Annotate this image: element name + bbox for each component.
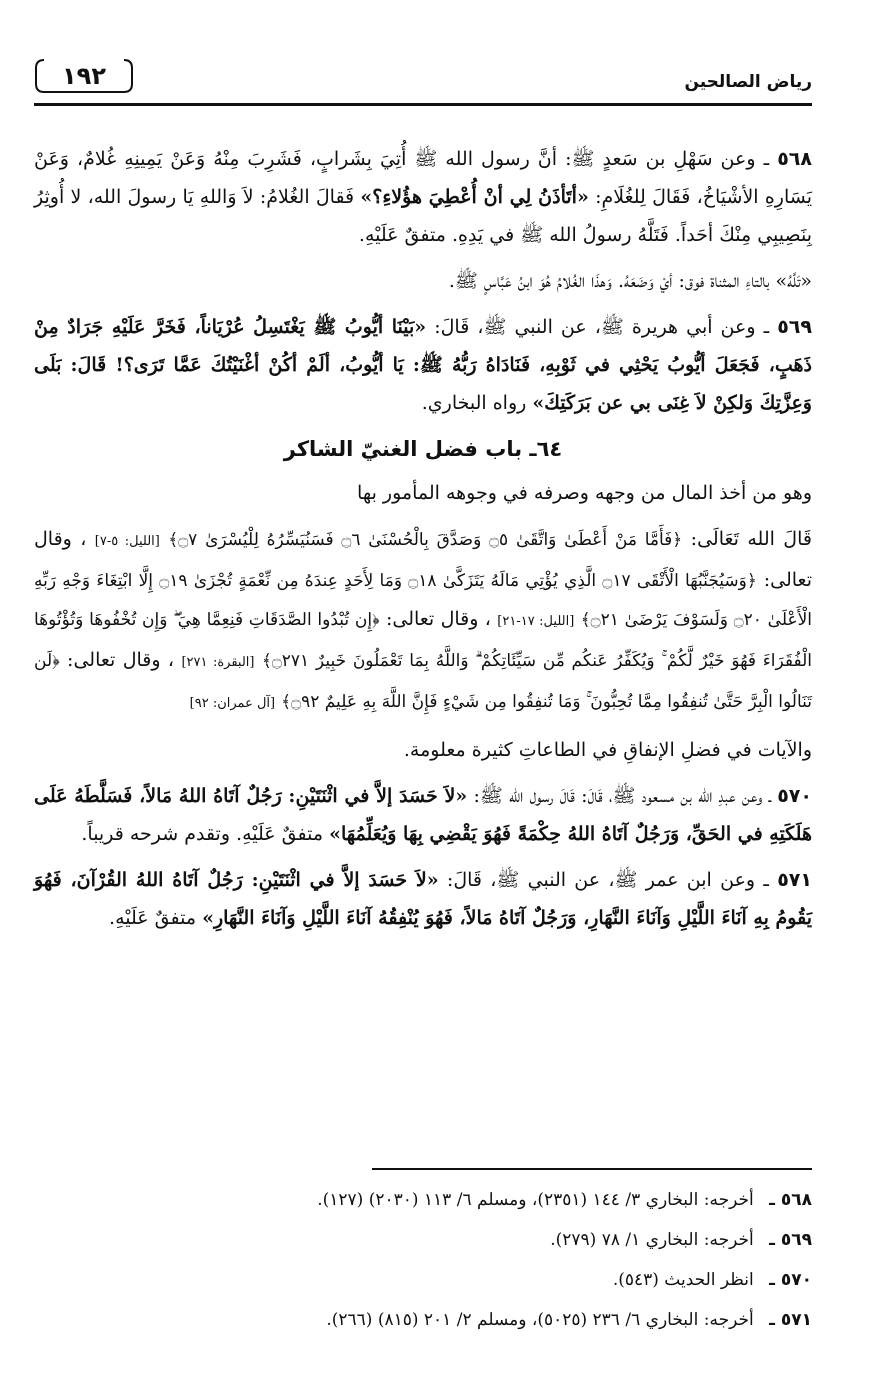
- page-number: ١٩٢: [62, 62, 106, 90]
- quran-verses: [34, 520, 812, 723]
- hadith-text: ـ وعن أبي هريرة ﷺ، عن النبي ﷺ، قَالَ:: [426, 316, 770, 338]
- footnote-number: ٥٦٩ ـ: [769, 1230, 812, 1250]
- hadith-569: [34, 308, 812, 422]
- hadith-570: [34, 777, 812, 853]
- verse-3: ﴿إِن تُبْدُوا الصَّدَقَاتِ فَنِعِمَّا هِيَ ۖ وَإِن تُخْفُوهَا وَتُؤْتُوهَا الْفُقَرَاءَ فَهُوَ خَيْرٌ لَّكُمْ ۚ وَيُكَفِّرُ عَنكُم مِّن سَيِّئَاتِكُمْ ۗ وَاللَّهُ بِمَا تَعْمَلُونَ خَبِيرٌ ۝٢٧١﴾: [34, 610, 813, 671]
- hadith-quote: «بَيْنَا أيُّوبُ ﷺ يَغْتَسِلُ عُرْيَاناً، فَخَرَّ عَلَيْهِ جَرَادٌ مِنْ ذَهَبٍ، فَجَعَلَ أيُّوبُ يَحْثِي في ثَوْبِهِ، فَنَادَاهُ رَبُّهُ ﷺ: يَا أيُّوبُ، ألَمْ أكُنْ أغْنَيْتُكَ عَمَّا تَرَى؟! قَالَ: بَلَى وَعِزَّتِكَ وَلكِنْ لاَ غِنَى بي عن بَرَكَتِكَ»: [34, 316, 812, 414]
- page-header: [34, 58, 812, 102]
- verses-closing: والآيات في فضلِ الإنفاقِ في الطاعاتِ كثيرة معلومة.: [403, 739, 812, 761]
- footnotes: [34, 1180, 812, 1340]
- hadith-text-end: رواه البخاري.: [421, 392, 527, 414]
- verse-intro: قَالَ الله تَعَالَى:: [682, 528, 812, 550]
- main-text: [34, 140, 812, 945]
- hadith-quote: «لاَ حَسَدَ إلاَّ في اثْنَتَيْنِ: رَجُلٌ آتَاهُ اللهُ القُرْآنَ، فَهُوَ يَقُومُ بِهِ آنَاءَ اللَّيْلِ وَآنَاءَ النَّهَارِ، وَرَجُلٌ آتَاهُ مَالاً، فَهُوَ يُنْفِقُهُ آنَاءَ اللَّيْلِ وَآنَاءَ النَّهَارِ»: [34, 869, 812, 929]
- header-divider: [34, 103, 812, 106]
- hadith-number: ٥٦٩: [777, 316, 812, 338]
- verse-4: ﴿لَن تَنَالُوا الْبِرَّ حَتَّىٰ تُنفِقُوا مِمَّا تُحِبُّونَ ۚ وَمَا تُنفِقُوا مِن شَيْءٍ فَإِنَّ اللَّهَ بِهِ عَلِيمٌ ۝٩٢﴾: [34, 651, 812, 712]
- hadith-number: ٥٧٠: [777, 785, 812, 807]
- page-number-frame: [34, 58, 134, 94]
- verse-ref: [آل عمران: ٩٢]: [189, 696, 276, 711]
- footnote-text: انظر الحديث (٥٤٣).: [612, 1270, 754, 1290]
- gloss-568: «تَلَّهُ» بالتاءِ المثناة فوق: أيْ وَضَعَهُ. وَهذَا الغُلامُ هُوَ ابنُ عَبَّاسٍ ﷺ.: [448, 270, 812, 292]
- footnote-item: [34, 1260, 812, 1300]
- chapter-subtitle: وهو من أخذ المال من وجهه وصرفه في وجوهه المأمور بها: [357, 482, 812, 504]
- footnote-item: [34, 1300, 812, 1340]
- hadith-text: ـ وعن ابن عمر ﷺ، عن النبي ﷺ، قَالَ:: [438, 869, 769, 891]
- hadith-text-end: متفقٌ عَلَيْهِ.: [109, 907, 197, 929]
- footnote-number: ٥٧٠ ـ: [769, 1270, 812, 1290]
- verse-intro: ، وقال تعالى:: [59, 649, 175, 671]
- hadith-571: [34, 861, 812, 937]
- hadith-quote: «أتَأذَنُ لِي أنْ أُعْطِيَ هؤُلاءِ؟»: [360, 186, 589, 208]
- hadith-text-end: فَقالَ الغُلامُ: لاَ وَاللهِ يَا رسولَ الله، لا أُوثِرُ بِنَصِيبِي مِنْكَ أحَداً. فَتَلَّهُ رسولُ الله ﷺ في يَدِهِ. متفقٌ عَلَيْهِ.: [34, 186, 812, 246]
- book-title: رياض الصالحين: [684, 72, 812, 92]
- hadith-text: ـ وعن عبدِ الله بن مسعود ﷺ، قَالَ: قَالَ رسول الله ﷺ:: [467, 785, 771, 807]
- hadith-568: [34, 140, 812, 254]
- footnote-number: ٥٦٨ ـ: [769, 1190, 812, 1210]
- hadith-number: ٥٧١: [777, 869, 812, 891]
- footnote-item: [34, 1220, 812, 1260]
- footnote-text: أخرجه: البخاري ٣/ ١٤٤ (٢٣٥١)، ومسلم ٦/ ١١٣ (٢٠٣٠) (١٢٧).: [317, 1190, 754, 1210]
- verse-intro: ، وقال تعالى:: [34, 528, 812, 591]
- hadith-text: ـ وعن سَهْلِ بن سَعدٍ ﷺ: أنَّ رسول الله ﷺ أُتِيَ بِشَرابٍ، فَشَرِبَ مِنْهُ وَعَنْ يَمِينِهِ غُلامٌ، وَعَنْ يَسَارِهِ الأشْيَاخُ، فَقَالَ لِلغُلَامِ:: [34, 148, 812, 208]
- chapter-title: ٦٤ـ باب فضل الغنيّ الشاكر: [283, 437, 563, 461]
- hadith-quote: «لاَ حَسَدَ إلاَّ في اثْنَتَيْنِ: رَجُلٌ آتَاهُ اللهُ مَالاً، فَسَلَّطَهُ عَلَى هَلَكَتِهِ في الحَقِّ، وَرَجُلٌ آتَاهُ اللهُ حِكْمَةً فَهُوَ يَقْضِي بِهَا وَيُعَلِّمُهَا»: [34, 785, 812, 845]
- hadith-number: ٥٦٨: [777, 148, 812, 170]
- footnote-text: أخرجه: البخاري ١/ ٧٨ (٢٧٩).: [550, 1230, 754, 1250]
- footnote-item: [34, 1180, 812, 1220]
- footnote-text: أخرجه: البخاري ٦/ ٢٣٦ (٥٠٢٥)، ومسلم ٢/ ٢٠١ (٨١٥) (٢٦٦).: [326, 1310, 754, 1330]
- verse-ref: [الليل: ٥-٧]: [94, 534, 160, 549]
- footnote-number: ٥٧١ ـ: [769, 1310, 812, 1330]
- verse-2: ﴿وَسَيُجَنَّبُهَا الْأَتْقَى ۝١٧ الَّذِي يُؤْتِي مَالَهُ يَتَزَكَّىٰ ۝١٨ وَمَا لِأَحَدٍ عِندَهُ مِن نِّعْمَةٍ تُجْزَىٰ ۝١٩ إِلَّا ابْتِغَاءَ وَجْهِ رَبِّهِ الْأَعْلَىٰ ۝٢٠ وَلَسَوْفَ يَرْضَىٰ ۝٢١﴾: [34, 571, 813, 630]
- verse-ref: [البقرة: ٢٧١]: [181, 655, 255, 670]
- verse-1: ﴿فَأَمَّا مَنْ أَعْطَىٰ وَاتَّقَىٰ ۝٥ وَصَدَّقَ بِالْحُسْنَىٰ ۝٦ فَسَنُيَسِّرُهُ لِلْيُسْرَىٰ ۝٧﴾: [168, 530, 683, 550]
- hadith-text-end: متفقٌ عَلَيْهِ. وتقدم شرحه قريباً.: [81, 823, 324, 845]
- verse-ref: [الليل: ١٧-٢١]: [497, 614, 575, 629]
- verse-intro: ، وقال تعالى:: [379, 608, 491, 630]
- footnote-divider: [372, 1168, 812, 1170]
